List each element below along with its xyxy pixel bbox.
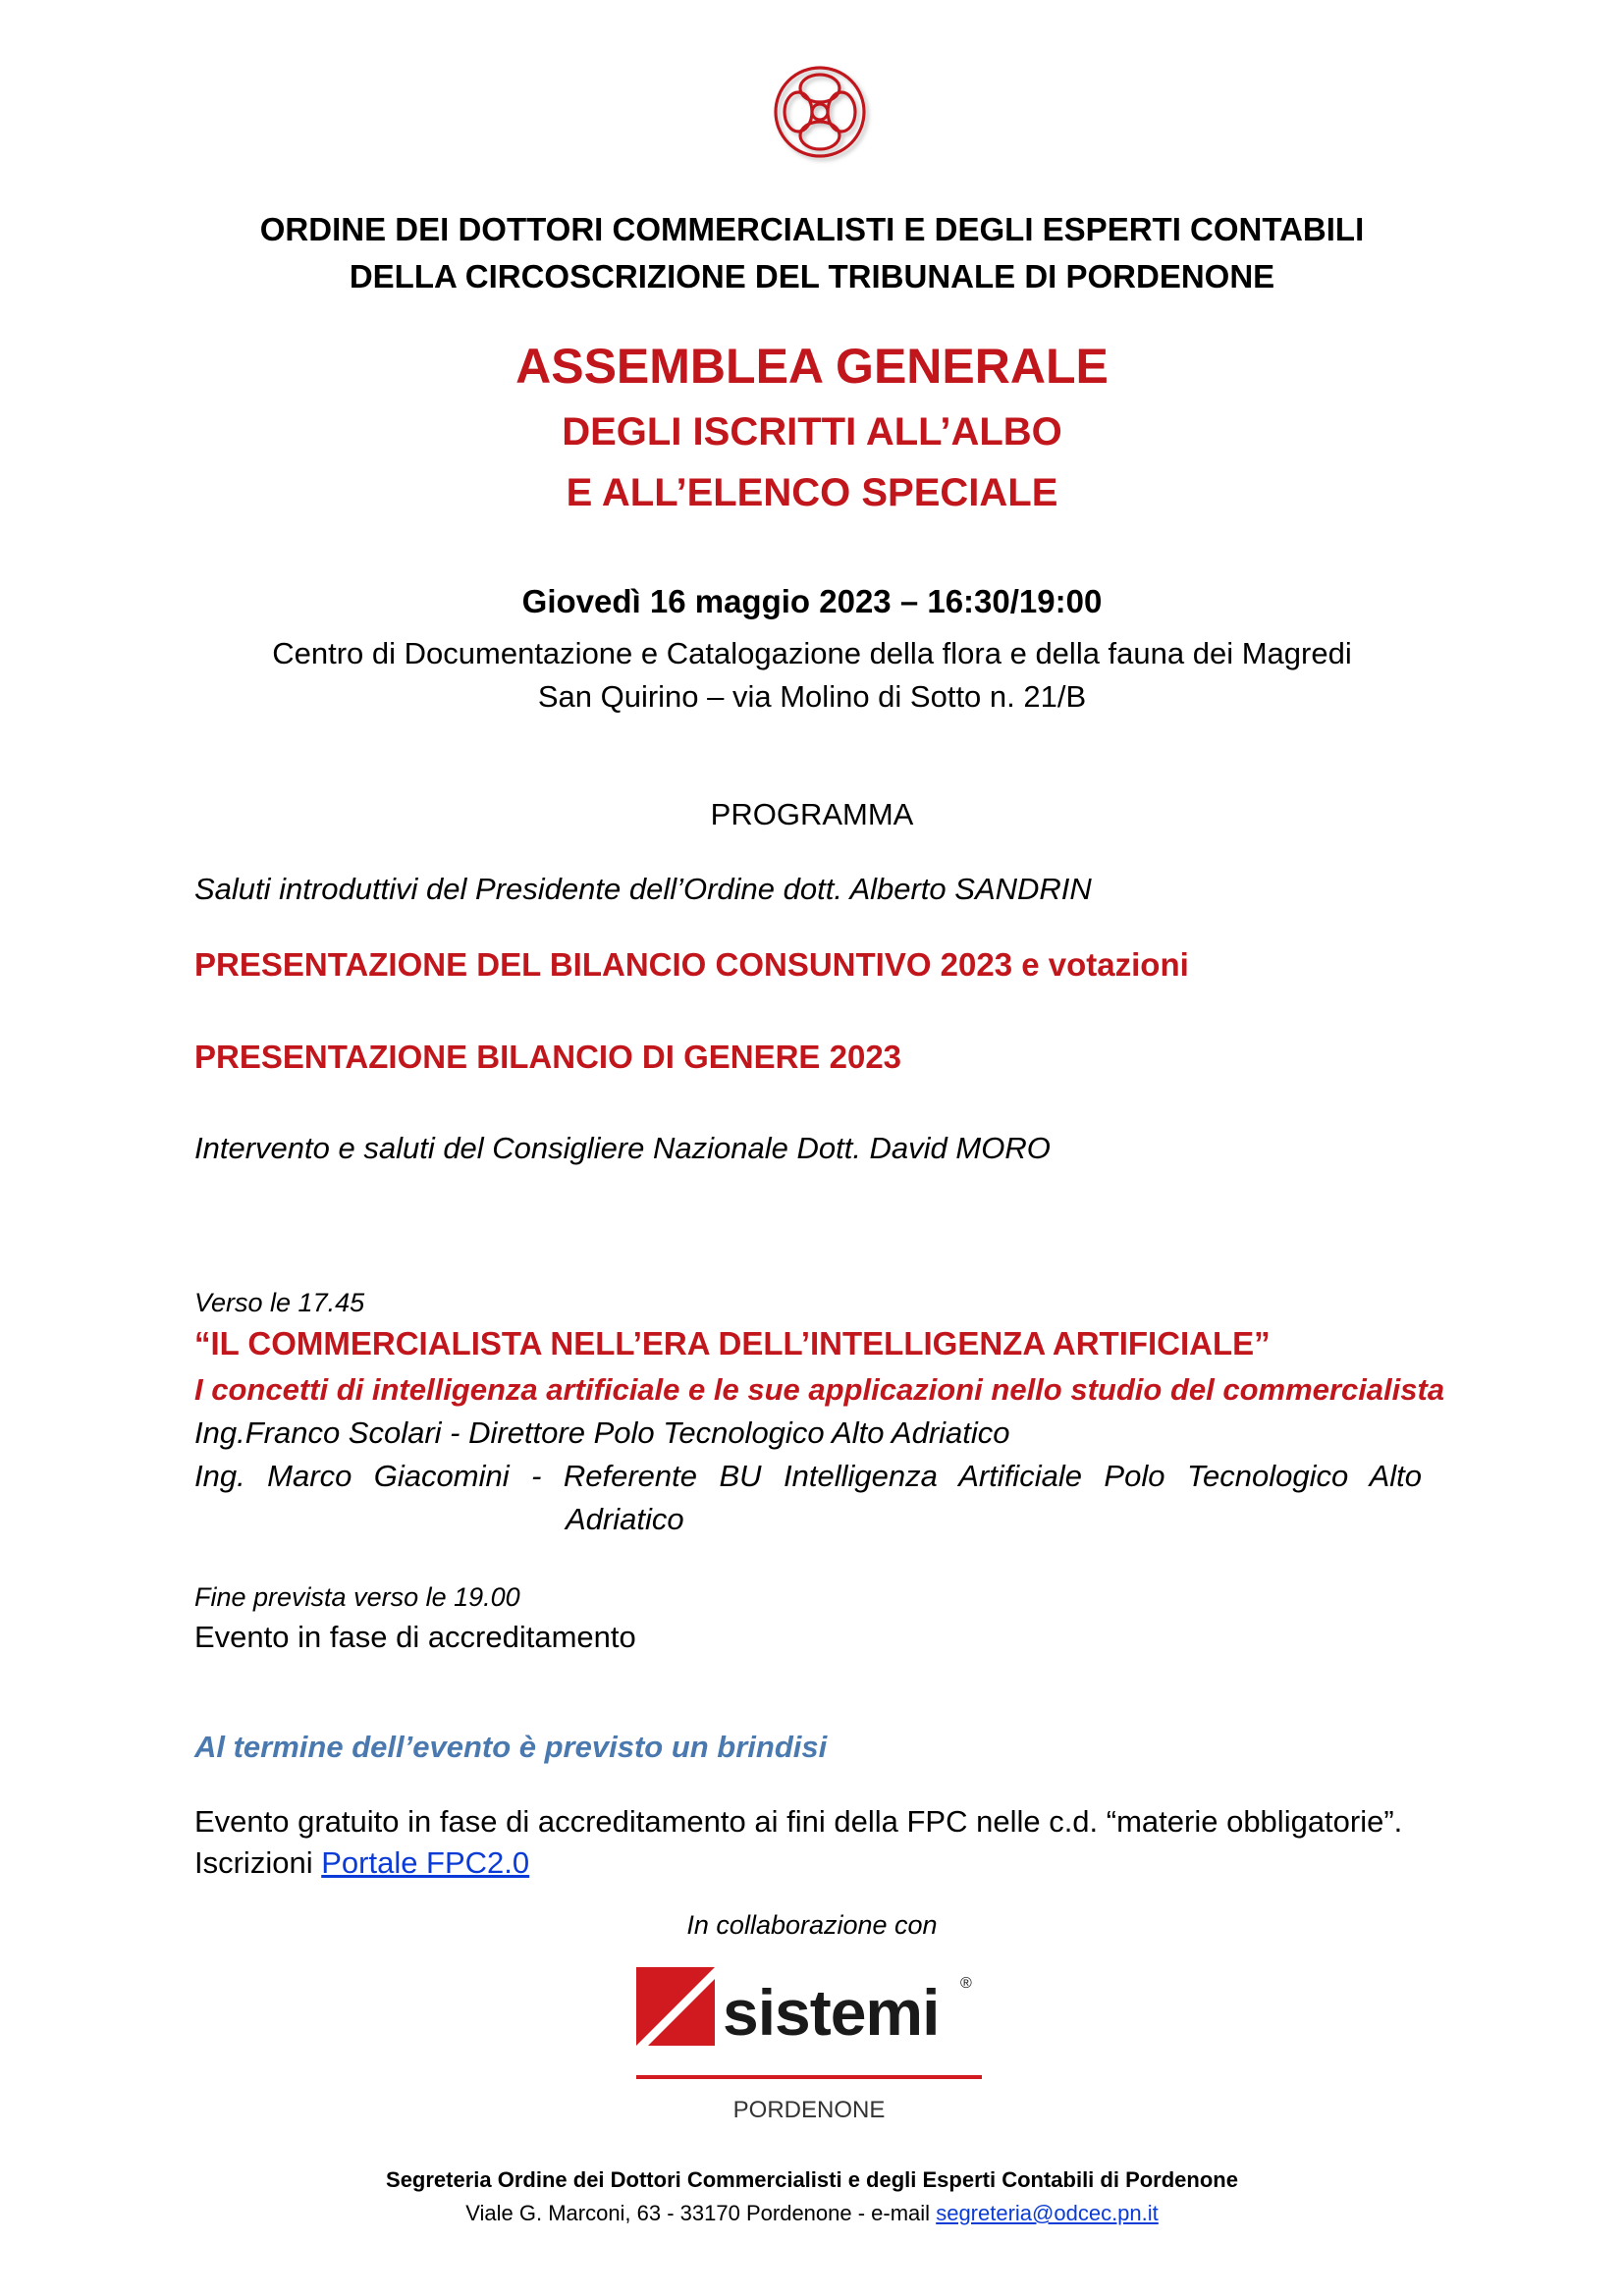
free-event-note: Evento gratuito in fase di accreditamento ai fini della FPC nelle c.d. “materie obbligatorie”. [194, 1804, 1403, 1839]
sistemi-logo [632, 1967, 986, 2124]
odcec-rosette-logo-icon [763, 59, 883, 167]
sistemi-wordmark: sistemi [723, 1976, 940, 2049]
footer-address: Viale G. Marconi, 63 - 33170 Pordenone - e-mail [465, 2201, 931, 2225]
registered-mark: ® [960, 1975, 972, 1992]
greetings-text: Saluti introduttivi del Presidente dell’Ordine dott. Alberto SANDRIN [194, 872, 1092, 906]
intervention-text: Intervento e saluti del Consigliere Nazionale Dott. David MORO [194, 1131, 1051, 1165]
portal-fpc-link[interactable]: Portale FPC2.0 [321, 1845, 530, 1880]
program-item-budget: PRESENTAZIONE DEL BILANCIO CONSUNTIVO 2023 e votazioni [194, 946, 1189, 983]
footer-email-link[interactable]: segreteria@odcec.pn.it [936, 2201, 1159, 2225]
org-name-line-2: DELLA CIRCOSCRIZIONE DEL TRIBUNALE DI PORDENONE [349, 258, 1275, 294]
subtitle-line-2: E ALL’ELENCO SPECIALE [566, 471, 1058, 514]
speaker-1: Ing.Franco Scolari - Direttore Polo Tecnologico Alto Adriatico [194, 1415, 1010, 1450]
sistemi-mark-icon [636, 1967, 715, 2046]
talk-time-note: Verso le 17.45 [194, 1288, 365, 1317]
program-heading: PROGRAMMA [710, 797, 914, 831]
registration-label: Iscrizioni [194, 1845, 313, 1880]
talk-subtitle: I concetti di intelligenza artificiale e le sue applicazioni nello studio del commercialista [194, 1372, 1445, 1407]
footer-address-line [0, 2201, 1624, 2226]
sistemi-underline [636, 2075, 982, 2079]
event-date-time: Giovedì 16 maggio 2023 – 16:30/19:00 [521, 583, 1103, 619]
toast-note: Al termine dell’evento è previsto un brindisi [194, 1730, 828, 1764]
end-time-note: Fine prevista verso le 19.00 [194, 1582, 520, 1612]
subtitle-line-1: DEGLI ISCRITTI ALL’ALBO [562, 410, 1062, 454]
sistemi-city: PORDENONE [732, 2097, 886, 2123]
speaker-2-line-1: Ing. Marco Giacomini - Referente BU Intelligenza Artificiale Polo Tecnologico Alto [194, 1459, 1422, 1493]
registration-line [194, 1845, 529, 1881]
event-address: San Quirino – via Molino di Sotto n. 21/B [537, 679, 1087, 714]
org-name-line-1: ORDINE DEI DOTTORI COMMERCIALISTI E DEGLI ESPERTI CONTABILI [259, 211, 1365, 247]
page-title: ASSEMBLEA GENERALE [515, 339, 1109, 394]
accreditation-note: Evento in fase di accreditamento [194, 1620, 636, 1654]
talk-title: “IL COMMERCIALISTA NELL’ERA DELL’INTELLIGENZA ARTIFICIALE” [194, 1325, 1271, 1362]
event-venue: Centro di Documentazione e Catalogazione della flora e della fauna dei Magredi [272, 636, 1352, 670]
speaker-2-line-2: Adriatico [566, 1502, 684, 1536]
footer-secretariat: Segreteria Ordine dei Dottori Commercialisti e degli Esperti Contabili di Pordenone [386, 2167, 1238, 2192]
collaboration-label: In collaborazione con [686, 1910, 938, 1940]
program-item-gender-budget: PRESENTAZIONE BILANCIO DI GENERE 2023 [194, 1039, 902, 1075]
